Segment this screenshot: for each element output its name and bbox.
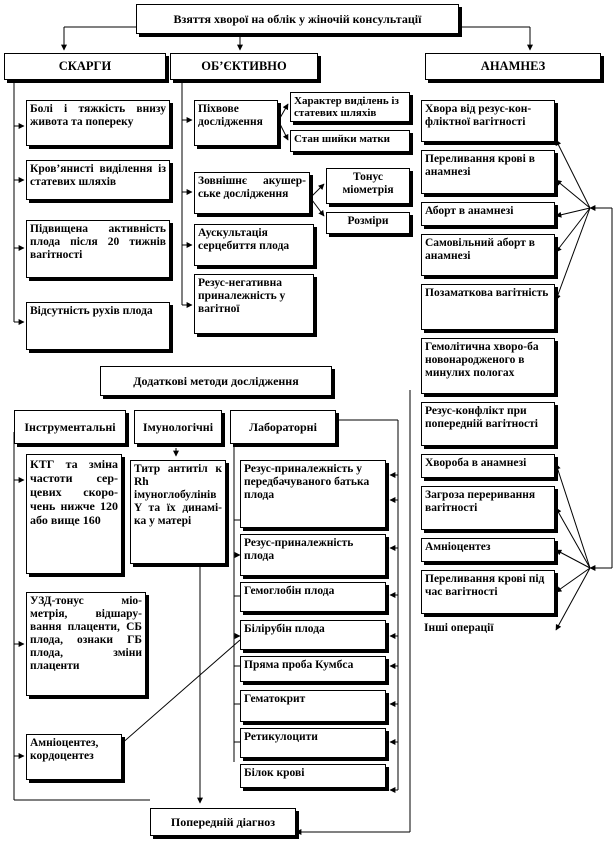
- anamnesis-item: Хвороба в анамнезі: [421, 454, 555, 478]
- instrumental-item: УЗД-тонус міо-метрія, відшару-вання плаценти, СБ плода, ознаки ГБ плода, зміни плаценти: [26, 592, 146, 696]
- external-sub-item: Розміри: [326, 212, 410, 234]
- laboratory-item: Ретикулоцити: [240, 728, 386, 758]
- laboratory-item: Резус-приналежність у передбачуваного батька плода: [240, 460, 386, 528]
- laboratory-item: Гематокрит: [240, 690, 386, 722]
- anamnesis-item: Аборт в анамнезі: [421, 202, 555, 226]
- anamnesis-item: Позаматкова вагітність: [421, 284, 555, 330]
- vaginal-sub-item: Характер виділень із статевих шляхів: [290, 92, 410, 122]
- anamnesis-item: Інші операції: [421, 620, 555, 644]
- laboratory-item: Гемоглобін плода: [240, 582, 386, 612]
- rh-negative-box: Резус-негативна приналежність у вагітної: [194, 274, 314, 334]
- anamnesis-item: Самовільний аборт в анамнезі: [421, 234, 555, 276]
- preliminary-diagnosis-box: Попередній діагноз: [150, 808, 296, 836]
- anamnesis-item: Переливання крові в анамнезі: [421, 150, 555, 194]
- anamnesis-header: АНАМНЕЗ: [425, 53, 601, 80]
- complaint-item: Підвищена активність плода після 20 тижнів вагітності: [26, 220, 170, 278]
- vaginal-exam-box: Піхвове дослідження: [194, 100, 278, 146]
- laboratory-item: Білок крові: [240, 764, 386, 788]
- instrumental-header: Інструментальні: [14, 410, 126, 444]
- anamnesis-item: Загроза переривання вагітності: [421, 486, 555, 530]
- complaint-item: Болі і тяжкість внизу живота та попереку: [26, 100, 170, 146]
- objective-header: ОБ’ЄКТИВНО: [170, 53, 318, 80]
- laboratory-header: Лабораторні: [230, 410, 336, 444]
- immunological-header: Імунологічні: [134, 410, 222, 444]
- anamnesis-item: Переливання крові під час вагітності: [421, 570, 555, 614]
- instrumental-item: Амніоцентез, кордоцентез: [26, 734, 122, 780]
- vaginal-sub-item: Стан шийки матки: [290, 130, 410, 152]
- complaint-item: Кров’янисті виділення із статевих шляхів: [26, 160, 170, 200]
- anamnesis-item: Резус-конфлікт при попередній вагітності: [421, 402, 555, 446]
- anamnesis-item: Гемолітична хворо-ба новонародженого в минулих пологах: [421, 338, 555, 394]
- complaints-header: СКАРГИ: [4, 53, 166, 80]
- laboratory-item: Резус-приналежність плода: [240, 534, 386, 576]
- external-exam-box: Зовнішнє акушер-ське дослідження: [194, 172, 310, 214]
- auscultation-box: Аускультація серцебиття плода: [194, 224, 314, 266]
- anamnesis-item: Амніоцентез: [421, 538, 555, 562]
- additional-methods-header: Додаткові методи дослідження: [100, 366, 332, 396]
- laboratory-item: Пряма проба Кумбса: [240, 656, 386, 682]
- title-text: Взяття хворої на облік у жіночій консультації: [173, 11, 422, 26]
- instrumental-item: КТГ та зміна частоти сер-цевих скоро-чень нижче 120 або вище 160: [26, 454, 122, 574]
- immunological-item: Титр антитіл к Rh імуноглобулінів Y та їх динамі-ка у матері: [130, 460, 226, 564]
- laboratory-item: Білірубін плода: [240, 620, 386, 650]
- anamnesis-item: Хвора від резус-кон-фліктної вагітності: [421, 100, 555, 142]
- title-box: [136, 4, 459, 34]
- complaint-item: Відсутність рухів плода: [26, 302, 170, 350]
- external-sub-item: Тонус міометрія: [326, 168, 410, 204]
